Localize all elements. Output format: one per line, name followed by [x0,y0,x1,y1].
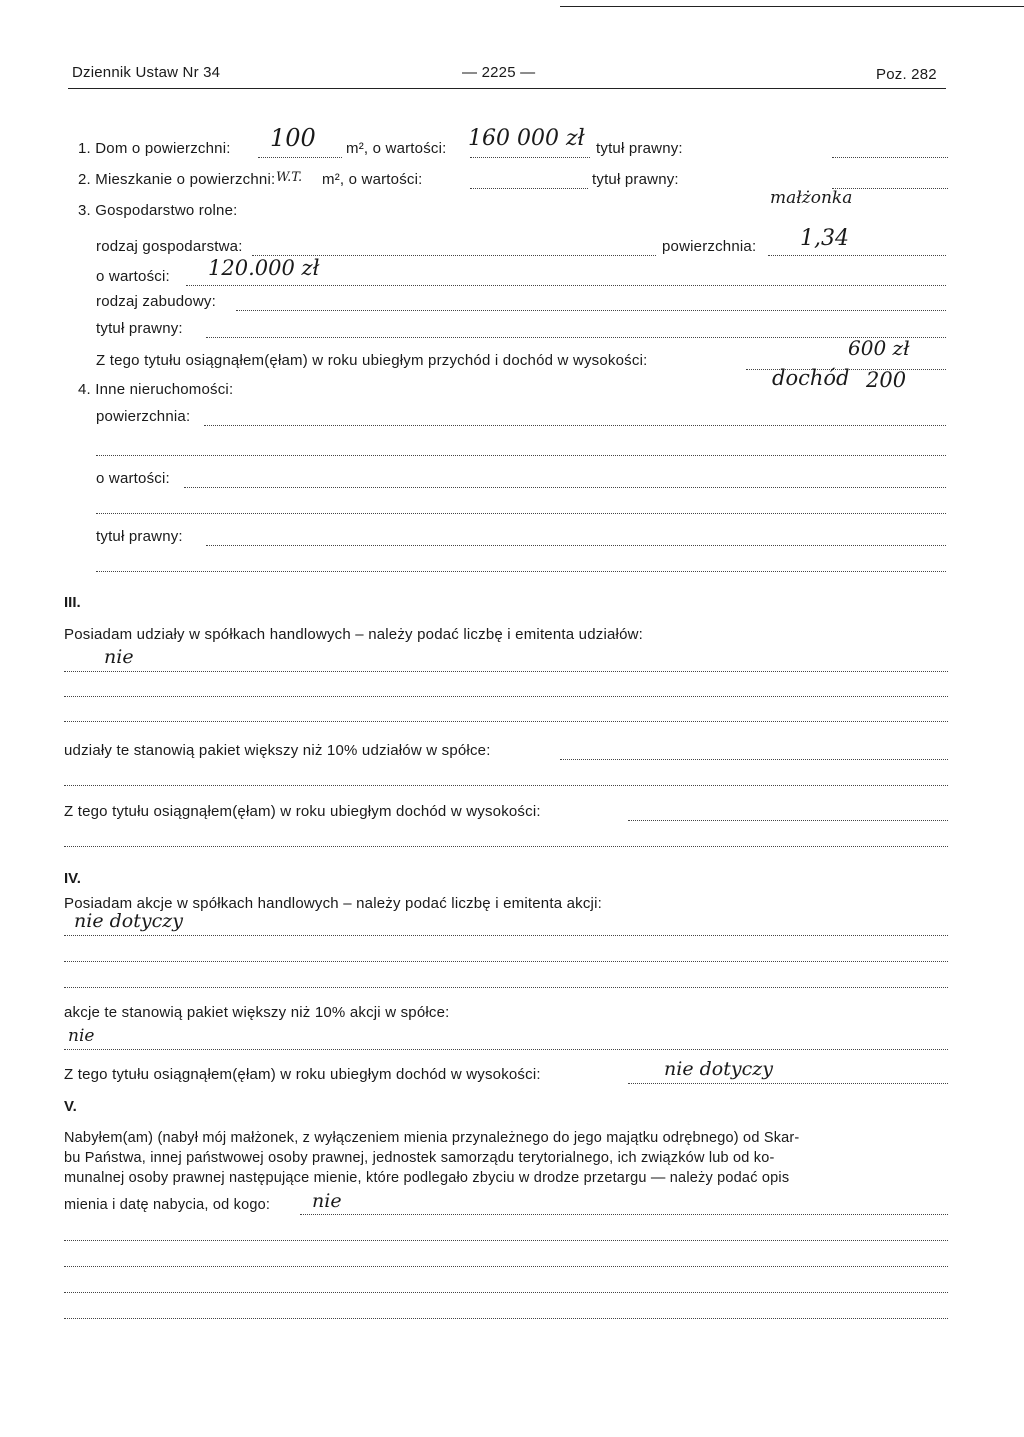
gospodarstwo-title-label: tytuł prawny: [96,320,183,337]
dom-value: 160 000 zł [468,126,585,151]
section-5-line-1: Nabyłem(am) (nabył mój małżonek, z wyłączeniem mienia przynależnego do jego majątku odrębnego) od Skar- [64,1130,800,1146]
section-3-pakiet: udziały te stanowią pakiet większy niż 10% udziałów w spółce: [64,742,491,759]
inne-title-dots-2 [96,571,946,572]
mieszkanie-unit-label: m², o wartości: [322,171,423,188]
section-4-dots-3 [64,987,948,988]
inne-title-dots [206,545,946,546]
gospodarstwo-area-dots [768,255,946,256]
inne-area-label: powierzchnia: [96,408,191,425]
gospodarstwo-income-value: 600 zł [848,336,910,360]
section-4-text: Posiadam akcje w spółkach handlowych – należy podać liczbę i emitenta akcji: [64,895,602,912]
section-3-numeral: III. [64,594,81,611]
mieszkanie-value-dots [470,188,588,189]
section-5-dots-5 [64,1318,948,1319]
gospodarstwo-buildings-label: rodzaj zabudowy: [96,293,216,310]
gospodarstwo-value: 120.000 zł [208,256,320,280]
gospodarstwo-title-dots [206,337,946,338]
inne-value-label: o wartości: [96,470,170,487]
section-5-answer: nie [312,1190,342,1212]
dom-value-dots [470,157,590,158]
top-edge-line [560,6,1024,7]
gospodarstwo-area-label: powierzchnia: [662,238,757,255]
gospodarstwo-value-dots [186,285,946,286]
section-5-answer-dots [300,1214,948,1215]
inne-value-dots [184,487,946,488]
section-5-dots-2 [64,1240,948,1241]
section-3-pakiet-dots [560,759,948,760]
section-3-income: Z tego tytułu osiągnąłem(ęłam) w roku ubiegłym dochód w wysokości: [64,803,541,820]
gospodarstwo-income-label: Z tego tytułu osiągnąłem(ęłam) w roku ubiegłym przychód i dochód w wysokości: [96,352,648,369]
gospodarstwo-owner-handwritten: małżonka [770,188,853,208]
item-dom-label: 1. Dom o powierzchni: [78,140,231,157]
section-3-income-dots [628,820,948,821]
dom-title-label: tytuł prawny: [596,140,683,157]
section-4-answer-dots [64,935,948,936]
mieszkanie-area-value: W.T. [276,170,303,185]
item-gospodarstwo-label: 3. Gospodarstwo rolne: [78,202,238,219]
gospodarstwo-income-net: 200 [866,368,907,392]
dom-title-dots [832,157,948,158]
section-3-pakiet-dots-2 [64,785,948,786]
section-5-line-3: munalnej osoby prawnej następujące mienie, które podlegało zbyciu w drodze przetargu — należy podać opis [64,1170,790,1186]
section-3-income-dots-2 [64,846,948,847]
mieszkanie-title-label: tytuł prawny: [592,171,679,188]
section-4-income: Z tego tytułu osiągnąłem(ęłam) w roku ubiegłym dochód w wysokości: [64,1066,541,1083]
section-5-dots-3 [64,1266,948,1267]
section-4-numeral: IV. [64,870,81,887]
position-number: Poz. 282 [876,66,937,83]
gospodarstwo-type-label: rodzaj gospodarstwa: [96,238,243,255]
section-5-line-4: mienia i datę nabycia, od kogo: [64,1197,271,1213]
section-4-pakiet-answer: nie [68,1026,95,1046]
section-4-answer: nie dotyczy [74,910,183,932]
journal-title: Dziennik Ustaw Nr 34 [72,64,221,81]
dom-unit-label: m², o wartości: [346,140,447,157]
gospodarstwo-area-value: 1,34 [800,226,849,251]
gospodarstwo-income-note: dochód [772,366,850,390]
item-mieszkanie-label: 2. Mieszkanie o powierzchni: [78,171,276,188]
gospodarstwo-buildings-dots [236,310,946,311]
section-4-dots-2 [64,961,948,962]
section-3-text: Posiadam udziały w spółkach handlowych – należy podać liczbę i emitenta udziałów: [64,626,644,643]
section-4-pakiet: akcje te stanowią pakiet większy niż 10% akcji w spółce: [64,1004,450,1021]
dom-area-dots [258,157,342,158]
section-4-income-answer: nie dotyczy [664,1058,773,1080]
dom-area-value: 100 [270,124,316,152]
section-3-dots-3 [64,721,948,722]
page-number: — 2225 — [462,64,536,81]
section-3-answer-dots [64,671,948,672]
section-5-dots-4 [64,1292,948,1293]
header-rule [68,88,946,89]
section-4-pakiet-dots [64,1049,948,1050]
section-3-dots-2 [64,696,948,697]
section-5-numeral: V. [64,1098,77,1115]
section-3-answer: nie [104,646,134,668]
inne-area-dots-2 [96,455,946,456]
inne-area-dots [204,425,946,426]
gospodarstwo-value-label: o wartości: [96,268,170,285]
section-4-income-dots [628,1083,948,1084]
inne-title-label: tytuł prawny: [96,528,183,545]
item-inne-label: 4. Inne nieruchomości: [78,381,234,398]
section-5-line-2: bu Państwa, innej państwowej osoby prawnej, jednostek samorządu terytorialnego, ich związków lub od ko- [64,1150,775,1166]
inne-value-dots-2 [96,513,946,514]
